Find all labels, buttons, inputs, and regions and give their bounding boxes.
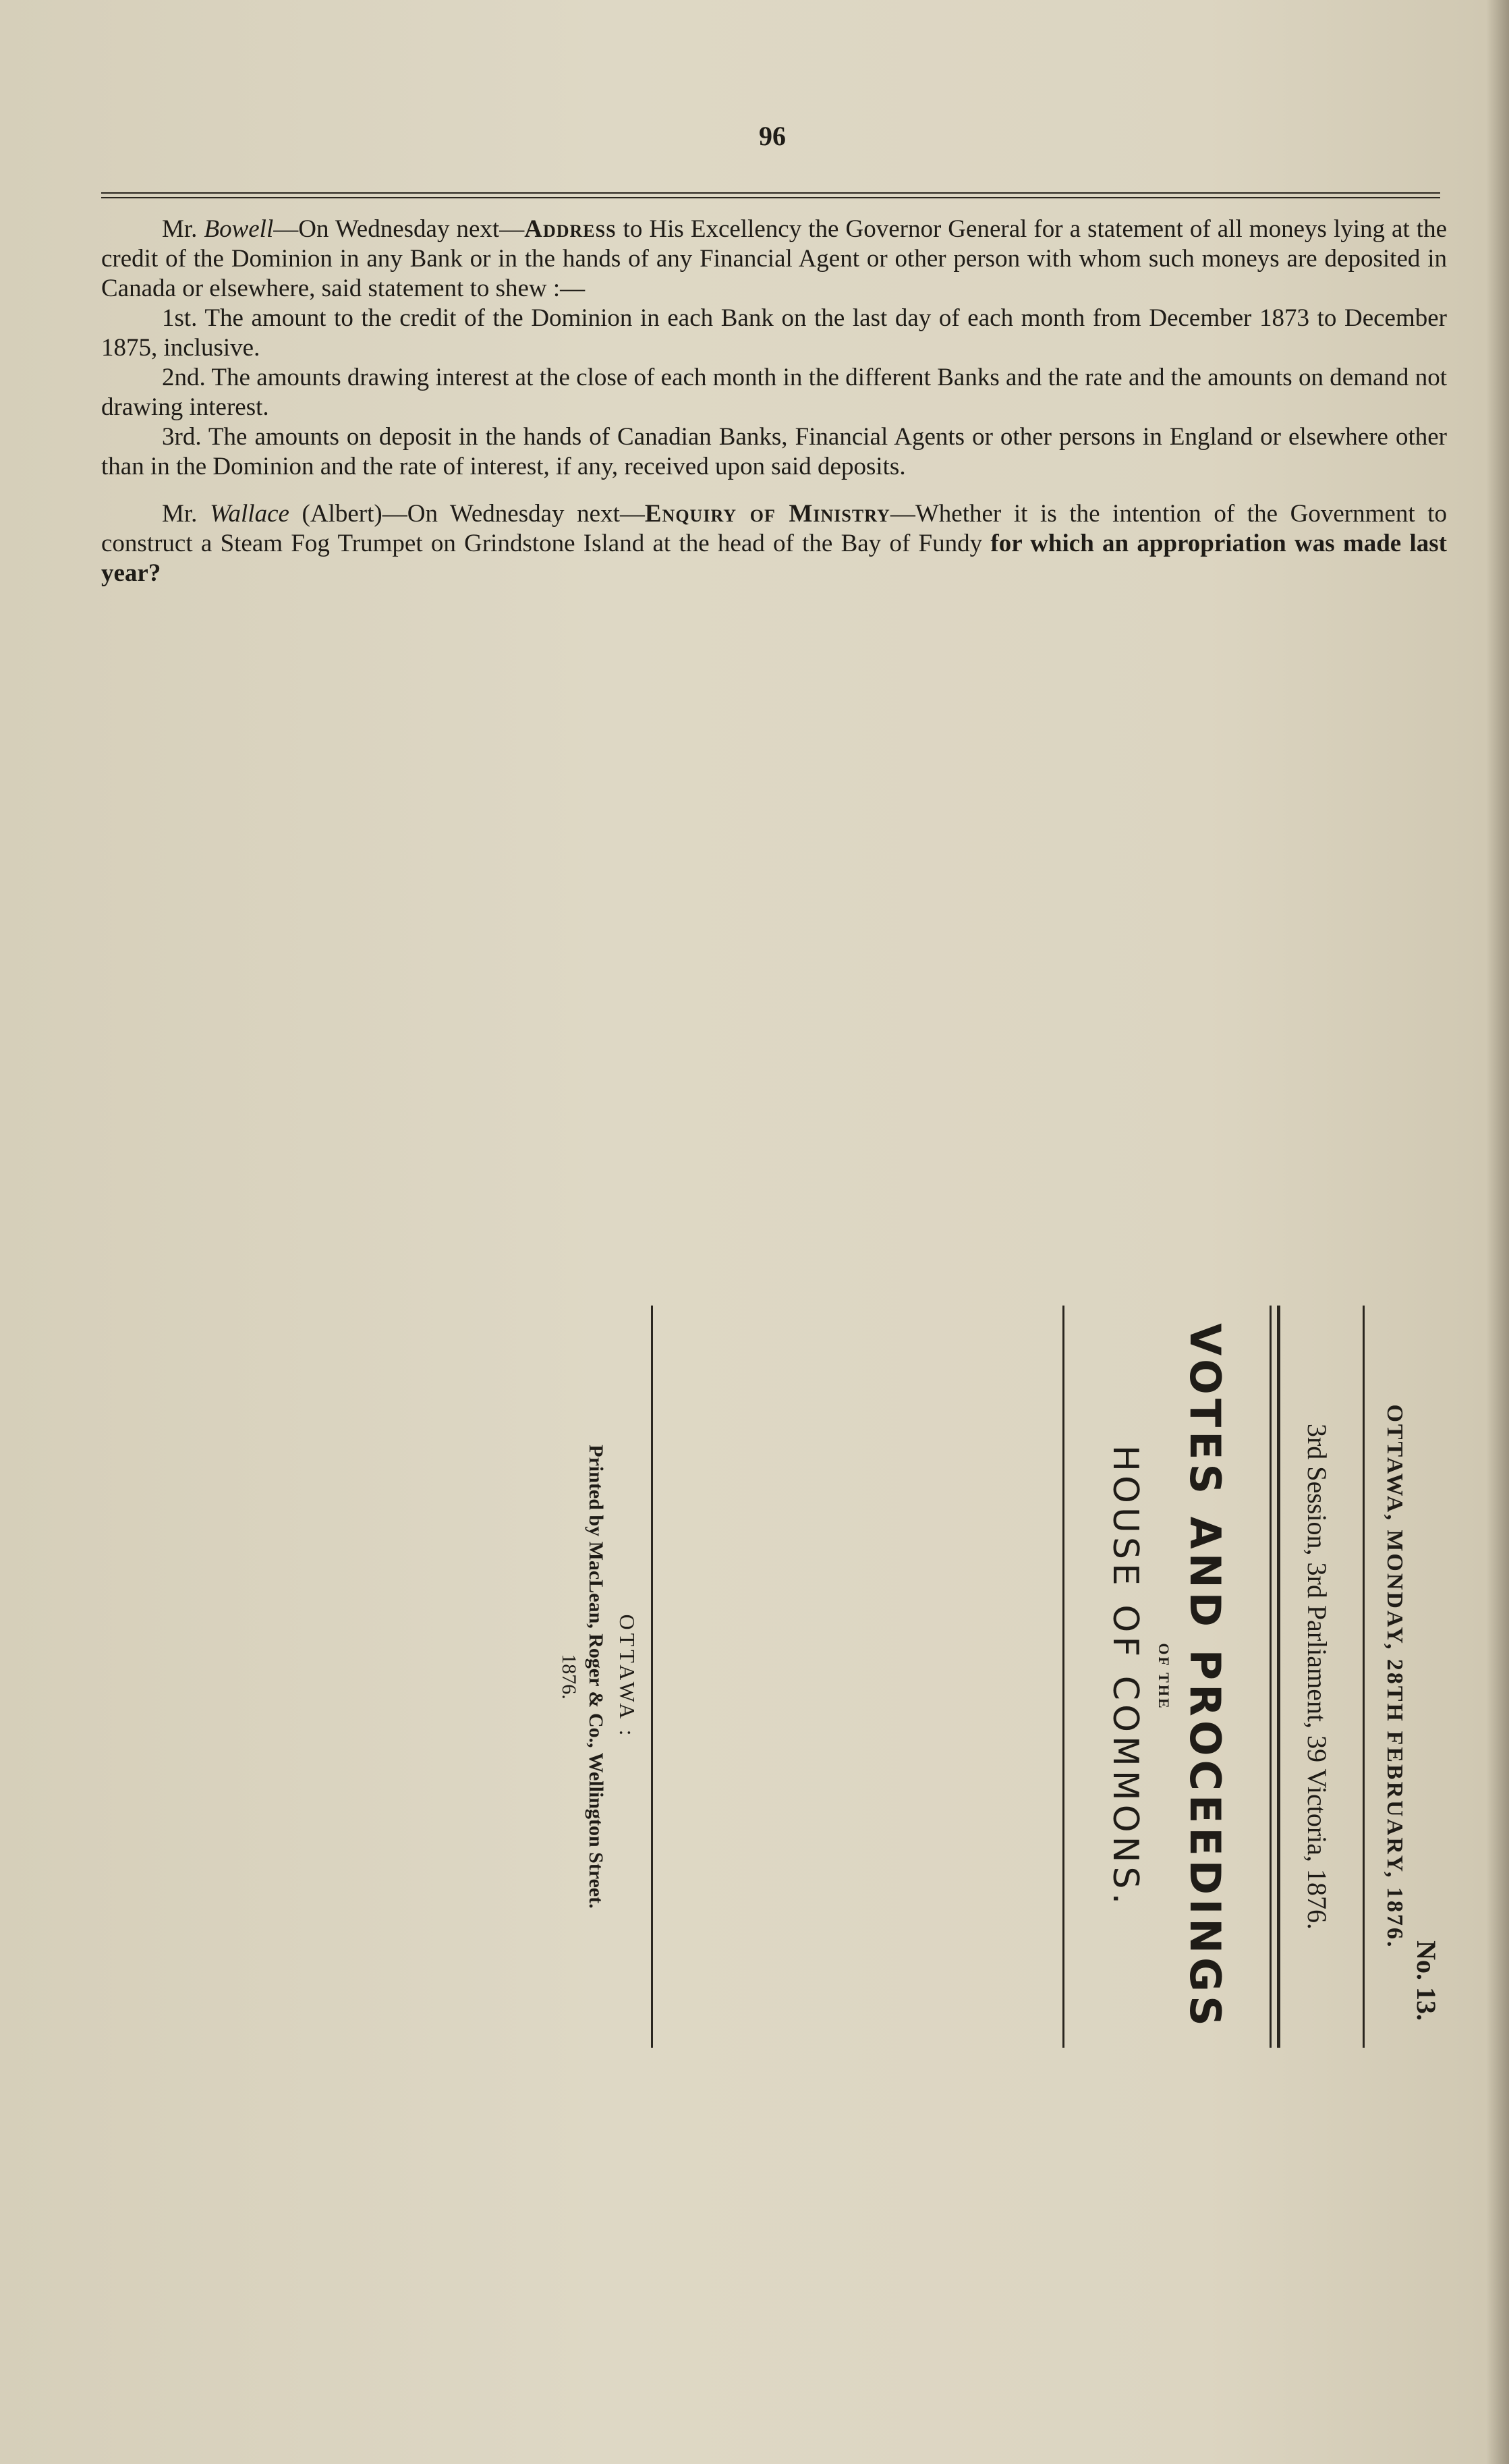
motion-kind: Address: [524, 215, 617, 243]
motion2-text-bold: for which an appropriation was made last year?: [101, 530, 1447, 587]
title-of-the: OF THE: [1155, 1643, 1172, 1710]
issue-number: No. 13.: [1411, 1940, 1442, 2021]
title-rule-thin: [1363, 1306, 1365, 2048]
motion-bowell: [101, 215, 1447, 304]
motion-member-name: Bowell: [204, 215, 274, 243]
title-block-area: [148, 1295, 1494, 2058]
motion-item-3: 3rd. The amounts on deposit in the hands of Canadian Banks, Financial Agents or other persons in England or elsewhere other than in the Dominion and the rate of interest, if any, received upon said deposits.: [101, 423, 1447, 480]
motion-item-1: 1st. The amount to the credit of the Dominion in each Bank on the last day of each month from December 1873 to December 1875, inclusive.: [101, 304, 1447, 362]
page-edge-shadow: [1486, 0, 1509, 2464]
motions-text: [101, 215, 1447, 588]
printer-name: Printed by MacLean, Roger & Co.,: [584, 1445, 607, 1753]
header-rule: [101, 192, 1440, 198]
title-rule-lower: [1062, 1306, 1064, 2048]
house-name: HOUSE OF COMMONS.: [1104, 1445, 1145, 1909]
title-rule-double: [1270, 1306, 1280, 2048]
motion2-riding: (Albert)—On Wednesday next—: [289, 500, 645, 528]
motion-text: to His Excellency the Governor General for a statement of all moneys lying at the credit of the Dominion in any Bank or in the hands of any Financial Agent or other person with whom such moneys are deposited in Canada or elsewhere, said statement to shew :—: [101, 215, 1447, 302]
imprint-year: 1876.: [557, 1654, 580, 1700]
motion-lead: —On Wednesday next—: [273, 215, 525, 243]
page-number: 96: [759, 121, 786, 151]
document-title: VOTES AND PROCEEDINGS: [1180, 1323, 1230, 2030]
motion-item-2: 2nd. The amounts drawing interest at the close of each month in the different Banks and the rate and the amounts on demand not drawing interest.: [101, 364, 1447, 421]
motion-member-title: Mr.: [162, 215, 198, 243]
rotated-title-block: [161, 1306, 1483, 2048]
motion-wallace: [101, 499, 1447, 588]
printer-street: Wellington Street.: [584, 1752, 607, 1909]
imprint-place: OTTAWA :: [615, 1614, 639, 1739]
motion2-kind: Enquiry of Ministry: [644, 500, 890, 528]
session-line: 3rd Session, 3rd Parliament, 39 Victoria, 1876.: [1301, 1423, 1332, 1930]
motion2-text: —Whether it is the intention of the Government to construct a Steam Fog Trumpet on Grindstone Island at the head of the Bay of Fundy: [101, 500, 1448, 557]
imprint-printer: [584, 1306, 607, 2048]
motion2-member-name: Wallace: [210, 500, 289, 528]
motion2-member-title: Mr.: [162, 500, 198, 528]
issue-date: OTTAWA, MONDAY, 28TH FEBRUARY, 1876.: [1382, 1404, 1407, 1949]
imprint-rule: [651, 1306, 653, 2048]
